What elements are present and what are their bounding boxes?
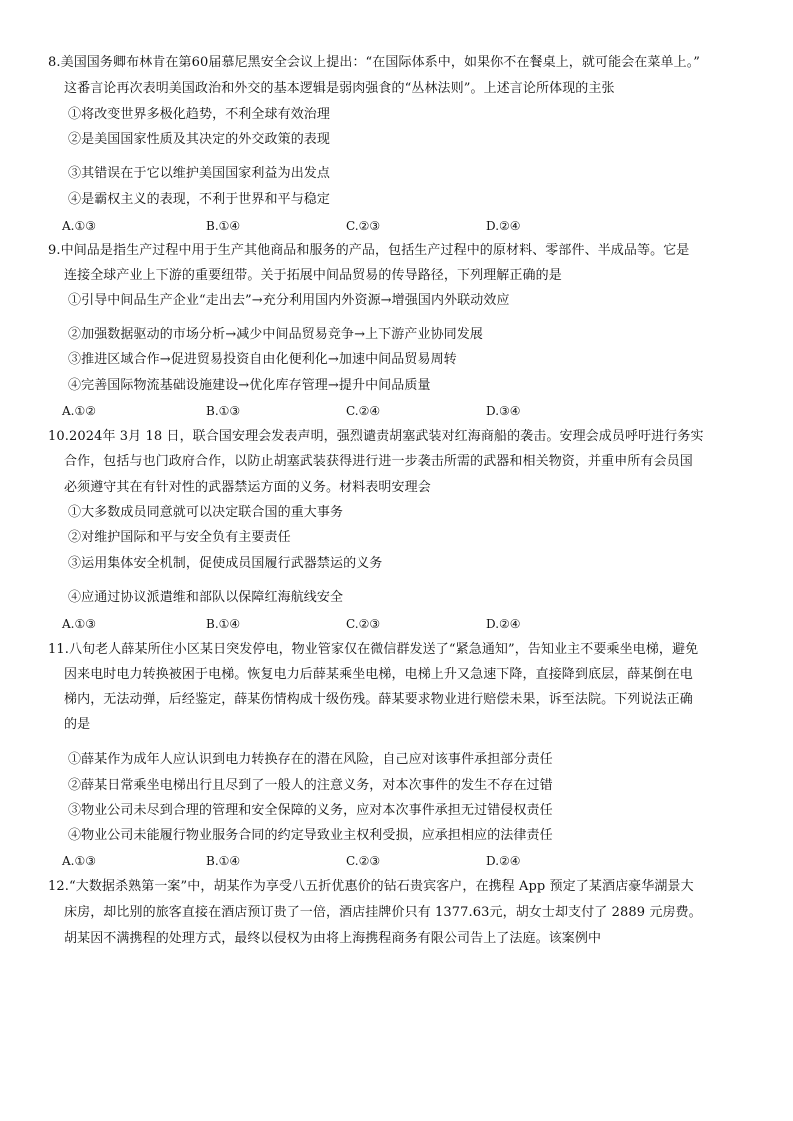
question-stem-line: 梯内，无法动弹，后经鉴定，薛某伤情构成十级伤残。薛某要求物业进行赔偿未果，诉至法院。下列说法正确 — [64, 692, 693, 707]
statement-item: ③物业公司未尽到合理的管理和安全保障的义务，应对本次事件承担无过错侵权责任 — [68, 803, 553, 818]
option-a: A.①③ — [62, 617, 96, 631]
question-stem-line: 9.中间品是指生产过程中用于生产其他商品和服务的产品，包括生产过程中的原材料、零部件、半成品等。它是 — [48, 243, 690, 258]
question-stem-line: 10.2024年 3月 18 日，联合国安理会发表声明，强烈谴责胡塞武装对红海商船的袭击。安理会成员呼吁进行务实 — [48, 429, 704, 444]
question-stem-line: 的是 — [64, 717, 91, 732]
statement-item: ②薛某日常乘坐电梯出行且尽到了一般人的注意义务，对本次事件的发生不存在过错 — [68, 778, 553, 793]
question-stem-line: 胡某因不满携程的处理方式，最终以侵权为由将上海携程商务有限公司告上了法庭。该案例中 — [64, 931, 602, 946]
statement-item: ②对维护国际和平与安全负有主要责任 — [68, 530, 291, 545]
statement-item: ①将改变世界多极化趋势，不利全球有效治理 — [68, 107, 331, 122]
option-c: C.②③ — [346, 617, 381, 631]
statement-item: ④是霸权主义的表现，不利于世界和平与稳定 — [68, 192, 331, 207]
option-c: C.②③ — [346, 854, 381, 868]
question-stem-line: 必须遵守其在有针对性的武器禁运方面的义务。材料表明安理会 — [64, 480, 431, 495]
statement-item: ①薛某作为成年人应认识到电力转换存在的潜在风险，自己应对该事件承担部分责任 — [68, 752, 553, 767]
statement-item: ②加强数据驱动的市场分析→减少中间品贸易竞争→上下游产业协同发展 — [68, 327, 483, 342]
option-b: B.①④ — [206, 219, 241, 233]
statement-item: ③推进区域合作→促进贸易投资自由化便利化→加速中间品贸易周转 — [68, 352, 457, 367]
question-stem-line: 合作，包括与也门政府合作，以防止胡塞武装获得进行进一步袭击所需的武器和相关物资，并重申所有会员国 — [64, 454, 693, 469]
option-a: A.①③ — [62, 219, 96, 233]
statement-item: ③运用集体安全机制，促使成员国履行武器禁运的义务 — [68, 556, 383, 571]
option-d: D.②④ — [486, 854, 521, 868]
option-b: B.①④ — [206, 617, 241, 631]
option-a: A.①② — [62, 404, 96, 418]
option-d: D.②④ — [486, 219, 521, 233]
statement-item: ④完善国际物流基础设施建设→优化库存管理→提升中间品质量 — [68, 378, 431, 393]
statement-item: ②是美国国家性质及其决定的外交政策的表现 — [68, 132, 331, 147]
statement-item: ①大多数成员同意就可以决定联合国的重大事务 — [68, 505, 344, 520]
option-d: D.②④ — [486, 617, 521, 631]
question-stem-line: 这番言论再次表明美国政治和外交的基本逻辑是弱肉强食的“丛林法则”。上述言论所体现的主张 — [64, 81, 615, 96]
option-c: C.②④ — [346, 404, 381, 418]
option-b: B.①④ — [206, 854, 241, 868]
question-stem-line: 因来电时电力转换被困于电梯。恢复电力后薛某乘坐电梯，电梯上升又急速下降，直接降到底层，薛某倒在电 — [64, 667, 693, 682]
question-stem-line: 8.美国国务卿布林肯在第60届慕尼黑安全会议上提出：“在国际体系中，如果你不在餐桌上，就可能会在菜单上。” — [48, 55, 701, 70]
question-stem-line: 床房，却比别的旅客直接在酒店预订贵了一倍，酒店挂牌价只有 1377.63元，胡女士却支付了 2889 元房费。 — [64, 905, 702, 920]
option-c: C.②③ — [346, 219, 381, 233]
option-b: B.①③ — [206, 404, 241, 418]
statement-item: ④应通过协议派遣维和部队以保障红海航线安全 — [68, 590, 344, 605]
question-stem-line: 连接全球产业上下游的重要纽带。关于拓展中间品贸易的传导路径，下列理解正确的是 — [64, 268, 562, 283]
question-stem-line: 12.“大数据杀熟第一案”中，胡某作为享受八五折优惠价的钻石贵宾客户，在携程 App 预定了某酒店豪华湖景大 — [48, 879, 694, 894]
statement-item: ③其错误在于它以维护美国国家利益为出发点 — [68, 166, 331, 181]
option-a: A.①③ — [62, 854, 96, 868]
question-stem-line: 11.八旬老人薛某所住小区某日突发停电，物业管家仅在微信群发送了“紧急通知”，告知业主不要乘坐电梯，避免 — [48, 642, 699, 657]
statement-item: ④物业公司未能履行物业服务合同的约定导致业主权利受损，应承担相应的法律责任 — [68, 828, 553, 843]
statement-item: ①引导中间品生产企业“走出去”→充分利用国内外资源→增强国内外联动效应 — [68, 293, 510, 308]
option-d: D.③④ — [486, 404, 521, 418]
